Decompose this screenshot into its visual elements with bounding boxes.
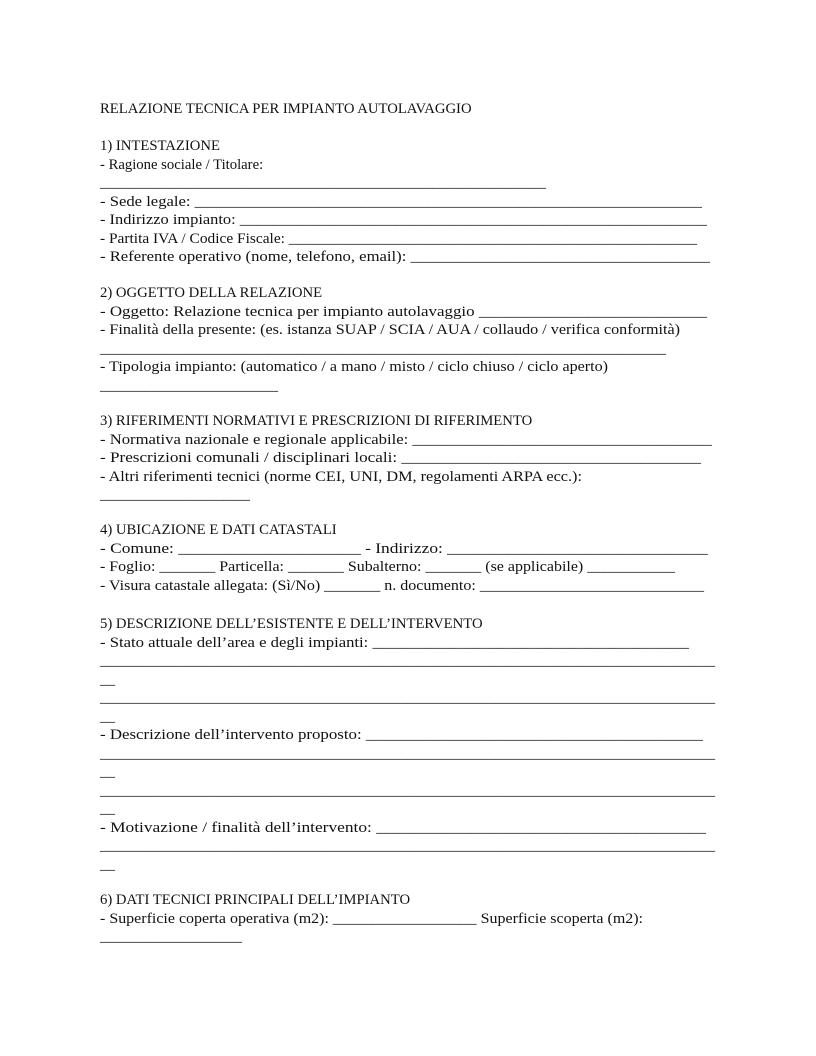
form-field-line: - Oggetto: Relazione tecnica per impianto autolavaggio ___________________________ (100, 303, 708, 320)
blank-fill-line: ____________________ (100, 377, 278, 394)
blank-fill-line: __ (100, 708, 116, 725)
section-heading: 2) OGGETTO DELLA RELAZIONE (100, 285, 323, 301)
blank-fill-line: _________________ (100, 487, 250, 503)
blank-fill-line: __ (100, 764, 116, 780)
form-field-line: - Finalità della presente: (es. istanza SUAP / SCIA / AUA / collaudo / verifica conformità) (100, 322, 680, 338)
section-heading: 6) DATI TECNICI PRINCIPALI DELL’IMPIANTO (100, 892, 411, 908)
blank-fill-line: ______________________________________________________________________ (100, 653, 716, 669)
form-field-line: - Foglio: _______ Particella: _______ Subalterno: _______ (se applicabile) ___________ (100, 559, 676, 575)
section-heading: 5) DESCRIZIONE DELL’ESISTENTE E DELL’INTERVENTO (100, 616, 483, 632)
blank-fill-line: ______________________________________________________________________ (100, 690, 716, 706)
form-field-line: - Visura catastale allegata: (Sì/No) _______ n. documento: ____________________________ (100, 577, 705, 594)
form-field-line: - Indirizzo impianto: _________________________________________________________ (100, 212, 708, 228)
form-field-line: - Tipologia impianto: (automatico / a mano / misto / ciclo chiuso / ciclo aperto) (100, 359, 608, 375)
blank-fill-line: ___________________________________________________ (100, 175, 546, 191)
document-title: RELAZIONE TECNICA PER IMPIANTO AUTOLAVAGGIO (100, 101, 472, 117)
section-heading: 4) UBICAZIONE E DATI CATASTALI (100, 522, 337, 538)
blank-fill-line: ______________________________________________________________________ (100, 838, 716, 854)
form-field-line: - Altri riferimenti tecnici (norme CEI, UNI, DM, regolamenti ARPA ecc.): (100, 468, 582, 485)
form-field-line: - Normativa nazionale e regionale applicabile: ____________________________________ (100, 431, 712, 448)
section-heading: 1) INTESTAZIONE (100, 138, 220, 154)
form-field-line: - Descrizione dell’intervento proposto: ________________________________________ (100, 727, 703, 743)
form-field-line: - Partita IVA / Codice Fiscale: _____________________________________________________ (100, 230, 697, 247)
section-heading: 3) RIFERIMENTI NORMATIVI E PRESCRIZIONI DI RIFERIMENTO (100, 413, 533, 429)
blank-fill-line: __ (100, 856, 116, 873)
blank-fill-line: ________________ (100, 929, 242, 945)
blank-fill-line: ________________________________________________________________ (100, 340, 667, 357)
form-field-line: - Comune: _____________________ - Indirizzo: ______________________________ (100, 540, 708, 557)
form-field-line: - Ragione sociale / Titolare: (100, 156, 264, 173)
form-field-line: - Superficie coperta operativa (m2): __________________ Superficie scoperta (m2): (100, 910, 644, 927)
form-field-line: - Prescrizioni comunali / disciplinari locali: ___________________________________ (100, 450, 701, 466)
form-field-line: - Referente operativo (nome, telefono, email): ____________________________________ (100, 249, 710, 265)
form-field-line: - Sede legale: _____________________________________________________________ (100, 193, 703, 210)
form-field-line: - Stato attuale dell’area e degli impianti: ______________________________________ (100, 634, 690, 651)
blank-fill-line: ______________________________________________________________________ (100, 745, 716, 762)
blank-fill-line: ______________________________________________________________________ (100, 782, 716, 799)
blank-fill-line: __ (100, 801, 116, 817)
form-field-line: - Motivazione / finalità dell’intervento: ______________________________________ (100, 819, 706, 836)
blank-fill-line: __ (100, 671, 116, 688)
